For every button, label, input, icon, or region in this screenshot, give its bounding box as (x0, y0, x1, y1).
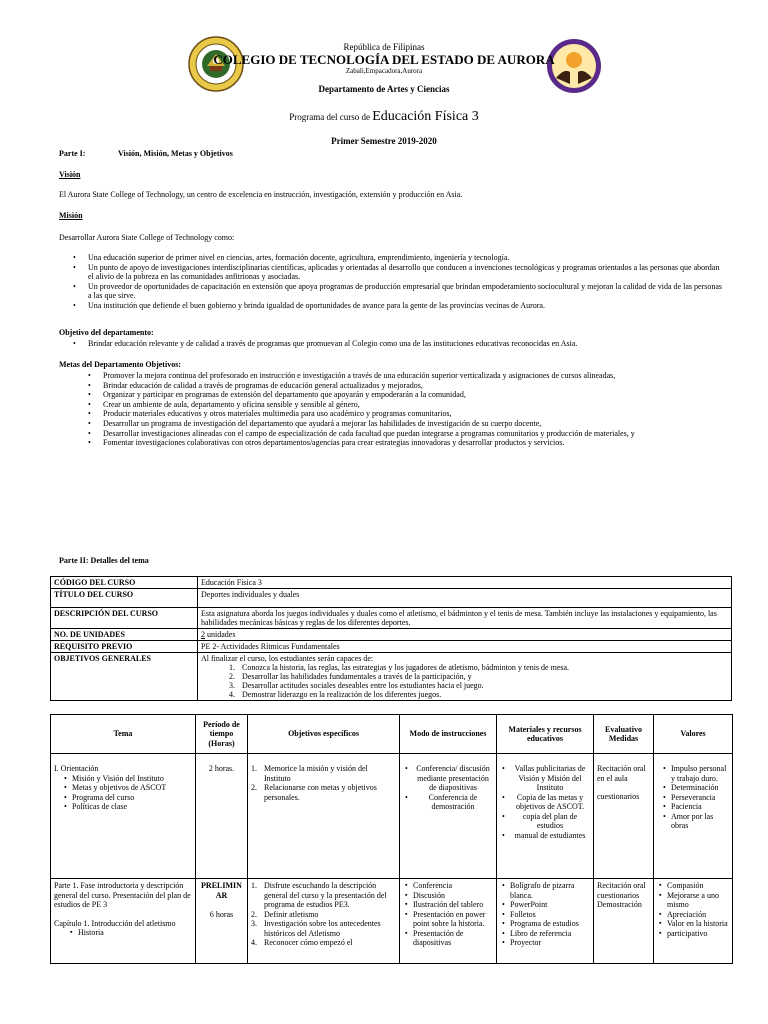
course-info-table (50, 576, 732, 701)
list-item: • Perseverancia (661, 793, 729, 803)
list-item: 1. Memorice la misión y visión del Instituto (251, 764, 368, 783)
list-item: • Copia de las metas y objetivos de ASCOT. (500, 793, 590, 812)
row-unidades (51, 629, 732, 641)
list-item: • Paciencia (661, 802, 729, 812)
list-item: • Organizar y participar en programas de extensión del departamento que apoyarán y empoderarán a la comunidad, (74, 390, 734, 400)
list-item: • Amor por las obras (661, 812, 729, 831)
dept-objective-list (59, 339, 724, 349)
list-item: • Producir materiales educativos y otros materiales multimedia para uso académico y programas comunitarios, (74, 409, 734, 419)
list-item: • Crear un ambiente de aula, departamento y oficina sensible y sensible al género, (74, 400, 734, 410)
part1-title: Visión, Misión, Metas y Objetivos (118, 149, 233, 158)
list-item: • Libro de referencia (500, 929, 590, 939)
header-valores: Valores (654, 715, 733, 754)
row1-materiales-list (500, 764, 590, 840)
list-item: • Programa del curso (62, 793, 192, 803)
list-item: 2. Desarrollar las habilidades fundamentales a través de la participación, y (229, 672, 472, 681)
course-name: Educación Física 3 (372, 109, 479, 124)
list-item: • Desarrollar un programa de investigación del departamento que ayudará a mejorar las habilidades de investigación de su cuerpo docente, (74, 419, 734, 429)
table-row (51, 754, 733, 879)
list-item: ▪ Apreciación (657, 910, 729, 920)
part2-title: Parte II: Detalles del tema (59, 556, 149, 565)
row1-objetivos-list (251, 764, 396, 802)
list-item: 4. Reconocer cómo empezó el (251, 938, 353, 947)
objectives-list (201, 663, 728, 699)
list-item: 3. Investigación sobre los antecedentes históricos del Atletismo (251, 919, 381, 938)
mission-intro: Desarrollar Aurora State College of Technology como: (59, 233, 235, 242)
list-item: 2. Definir atletismo (251, 909, 319, 919)
list-item: • Bolígrafo de pizarra blanca. (500, 881, 590, 900)
list-item: ▪ Presentación en power point sobre la historia. (403, 910, 493, 929)
row1-modo-list (403, 764, 493, 812)
list-item: • Brindar educación de calidad a través de programas de educación general actualizados y mejorados, (74, 381, 734, 391)
header-periodo: Período de tiempo (Horas) (196, 715, 248, 754)
list-item: • Desarrollar investigaciones alineadas con el campo de especialización de cada facultad que puedan integrarse a programas comunitarios y producción de materiales, y (74, 429, 734, 439)
topics-header-row (51, 715, 733, 754)
college-name: COLEGIO DE TECNOLOGÍA DEL ESTADO DE AURORA (213, 52, 555, 67)
row-descripcion (51, 608, 732, 629)
units-word: unidades (205, 630, 236, 639)
list-item: • Una educación superior de primer nivel en ciencias, artes, formación docente, agricultura, emprendimiento, ingeniería y tecnología. (59, 253, 724, 263)
row2-tema (51, 879, 196, 964)
department-name: Departamento de Artes y Ciencias (318, 84, 450, 94)
list-item: • Impulso personal y trabajo duro. (661, 764, 729, 783)
row2-materiales (497, 879, 594, 964)
dept-objective-heading-text: Objetivo del departamento (59, 328, 151, 337)
list-item: • PowerPoint (500, 900, 590, 910)
list-item: • Folletos (500, 910, 590, 920)
row2-modo (400, 879, 497, 964)
list-item: 1. Conozca la historia, las reglas, las estrategias y los jugadores de atletismo, bádminton y tenis de mesa. (229, 663, 570, 672)
program-prefix: Programa del curso de (289, 112, 370, 122)
semester-label: Primer Semestre 2019-2020 (331, 136, 437, 146)
list-item: • Un punto de apoyo de investigaciones interdisciplinarias científicas, aplicadas y orientadas al desarrollo que conducen a invenciones tecnológicas y programas orientados a las personas que abordan el alivio de la pobreza en las comunidades anfitrionas y asociadas. (59, 263, 724, 282)
row1-evaluativo-2: cuestionarios (597, 792, 640, 801)
row1-valores (654, 754, 733, 879)
units-value (198, 629, 732, 641)
prereq-value: PE 2- Actividades Rítmicas Fundamentales (198, 641, 732, 653)
list-item: 4. Demostrar liderazgo en la realización de los diferentes juegos. (229, 690, 442, 699)
row1-tema (51, 754, 196, 879)
row2-tema-list (54, 928, 192, 938)
row2-materiales-list (500, 881, 590, 948)
list-item: • Fomentar investigaciones colaborativas con otros departamentos/agencias para crear estrategias innovadoras y desarrollar productos y servicios. (74, 438, 734, 448)
list-item: ▪ Mejorarse a uno mismo (657, 891, 729, 910)
row-requisito (51, 641, 732, 653)
header-objetivos: Objetivos específicos (248, 715, 400, 754)
mission-heading: Misión (59, 211, 83, 220)
desc-value: Esta asignatura aborda los juegos individuales y duales como el atletismo, el bádminton y el tenis de mesa. También incluye las instalaciones y equipamiento, las habilidades mecánicas básicas y reglas de los diferentes deportes. (198, 608, 732, 629)
header-materiales: Materiales y recursos educativos (497, 715, 594, 754)
titulo-value: Deportes individuales y duales (198, 589, 732, 608)
table-row (51, 879, 733, 964)
row1-tema-title: I. Orientación (54, 764, 99, 773)
row1-periodo: 2 horas. (196, 754, 248, 879)
row1-modo (400, 754, 497, 879)
titulo-label: TÍTULO DEL CURSO (51, 589, 198, 608)
list-item: ▪ Discusión (403, 891, 493, 901)
units-number: 2 (201, 630, 205, 639)
desc-label: DESCRIPCIÓN DEL CURSO (51, 608, 198, 629)
list-item: • Misión y Visión del Instituto (62, 774, 192, 784)
row-titulo (51, 589, 732, 608)
objectives-intro: Al finalizar el curso, los estudiantes serán capaces de: (201, 654, 374, 663)
row1-evaluativo-1: Recitación oral en el aula (597, 764, 646, 783)
row2-evaluativo: Recitación oral cuestionarios Demostración (594, 879, 654, 964)
row2-tema-text: Parte 1. Fase introductoria y descripción general del curso. Presentación del plan de estudios de PE 3 (54, 881, 191, 909)
list-item: • Promover la mejora continua del profesorado en instrucción e investigación a través de una educación superior verticalizada y asignaciones de cursos alineadas, (74, 371, 734, 381)
list-item: • Conferencia de demostración (403, 793, 493, 812)
row-codigo (51, 577, 732, 589)
row2-valores (654, 879, 733, 964)
objectives-cell (198, 653, 732, 701)
list-item: • Metas y objetivos de ASCOT (62, 783, 192, 793)
prereq-label: REQUISITO PREVIO (51, 641, 198, 653)
list-item: • Proyector (500, 938, 590, 948)
list-item: • Un proveedor de oportunidades de capacitación en extensión que apoya programas de producción empresarial que brindan empoderamiento sociocultural y mejoran la calidad de vida de las personas a las que sirve. (59, 282, 724, 301)
list-item: ▪ Conferencia (403, 881, 493, 891)
row2-periodo-2: 6 horas (209, 910, 234, 919)
row-objetivos (51, 653, 732, 701)
codigo-value: Educación Física 3 (198, 577, 732, 589)
row2-objetivos-list (251, 881, 396, 948)
list-item: ▪ Historia (68, 928, 192, 938)
list-item: 2. Relacionarse con metas y objetivos personales. (251, 783, 377, 802)
header-evaluativo: Evaluativo Medidas (594, 715, 654, 754)
list-item: ▪ participativo (657, 929, 729, 939)
row2-periodo-1: PRELIMINAR (201, 881, 242, 900)
list-item: • Determinación (661, 783, 729, 793)
row1-tema-list (54, 774, 192, 812)
list-item: • copia del plan de estudios (500, 812, 590, 831)
header-tema: Tema (51, 715, 196, 754)
topics-table (50, 714, 733, 964)
codigo-label: CÓDIGO DEL CURSO (51, 577, 198, 589)
list-item: ▪ Compasión (657, 881, 729, 891)
row2-tema-cap: Capítulo 1. Introducción del atletismo (54, 918, 176, 928)
goals-heading: Metas del Departamento Objetivos: (59, 360, 181, 369)
list-item: • Programa de estudios (500, 919, 590, 929)
mission-list (59, 253, 724, 311)
vision-text: El Aurora State College of Technology, un centro de excelencia en instrucción, investigación, extensión y producción en Asia. (59, 190, 463, 199)
row2-modo-list (403, 881, 493, 948)
list-item: • manual de estudiantes (500, 831, 590, 841)
list-item: 3. Desarrollar actitudes sociales deseables entre los estudiantes hacia el juego. (229, 681, 484, 690)
list-item: ▪ Presentación de diapositivas (403, 929, 493, 948)
part1-label: Parte I: (59, 149, 86, 158)
list-item: • Conferencia/ discusión mediante presentación de diapositivas (403, 764, 493, 793)
row2-valores-list (657, 881, 729, 938)
row1-objetivos (248, 754, 400, 879)
objectives-label: OBJETIVOS GENERALES (51, 653, 198, 701)
row1-valores-list (657, 764, 729, 831)
vision-heading: Visión (59, 170, 81, 179)
header-modo: Modo de instrucciones (400, 715, 497, 754)
list-item: ▪ Valor en la historia (657, 919, 729, 929)
row1-materiales (497, 754, 594, 879)
list-item: 1. Disfrute escuchando la descripción general del curso y la presentación del programa de estudios PE3. (251, 881, 387, 909)
units-label: NO. DE UNIDADES (51, 629, 198, 641)
republic-text: República de Filipinas (343, 42, 425, 52)
list-item: • Políticas de clase (62, 802, 192, 812)
row1-evaluativo (594, 754, 654, 879)
dept-objective-heading: Objetivo del departamento: (59, 328, 154, 337)
list-item: • Vallas publicitarias de Visión y Misión del Instituto (500, 764, 590, 793)
college-address: Zabali,Empacadora,Aurora (345, 67, 423, 75)
row2-objetivos (248, 879, 400, 964)
row2-periodo (196, 879, 248, 964)
list-item: ▪ Ilustración del tablero (403, 900, 493, 910)
goals-list (74, 371, 734, 448)
program-title (0, 109, 768, 125)
list-item: • Una institución que defiende el buen gobierno y brinda igualdad de oportunidades de avance para la gente de las provincias vecinas de Aurora. (59, 301, 724, 311)
list-item: • Brindar educación relevante y de calidad a través de programas que promuevan al Colegio como una de las instituciones educativas reconocidas en Asia. (59, 339, 724, 349)
